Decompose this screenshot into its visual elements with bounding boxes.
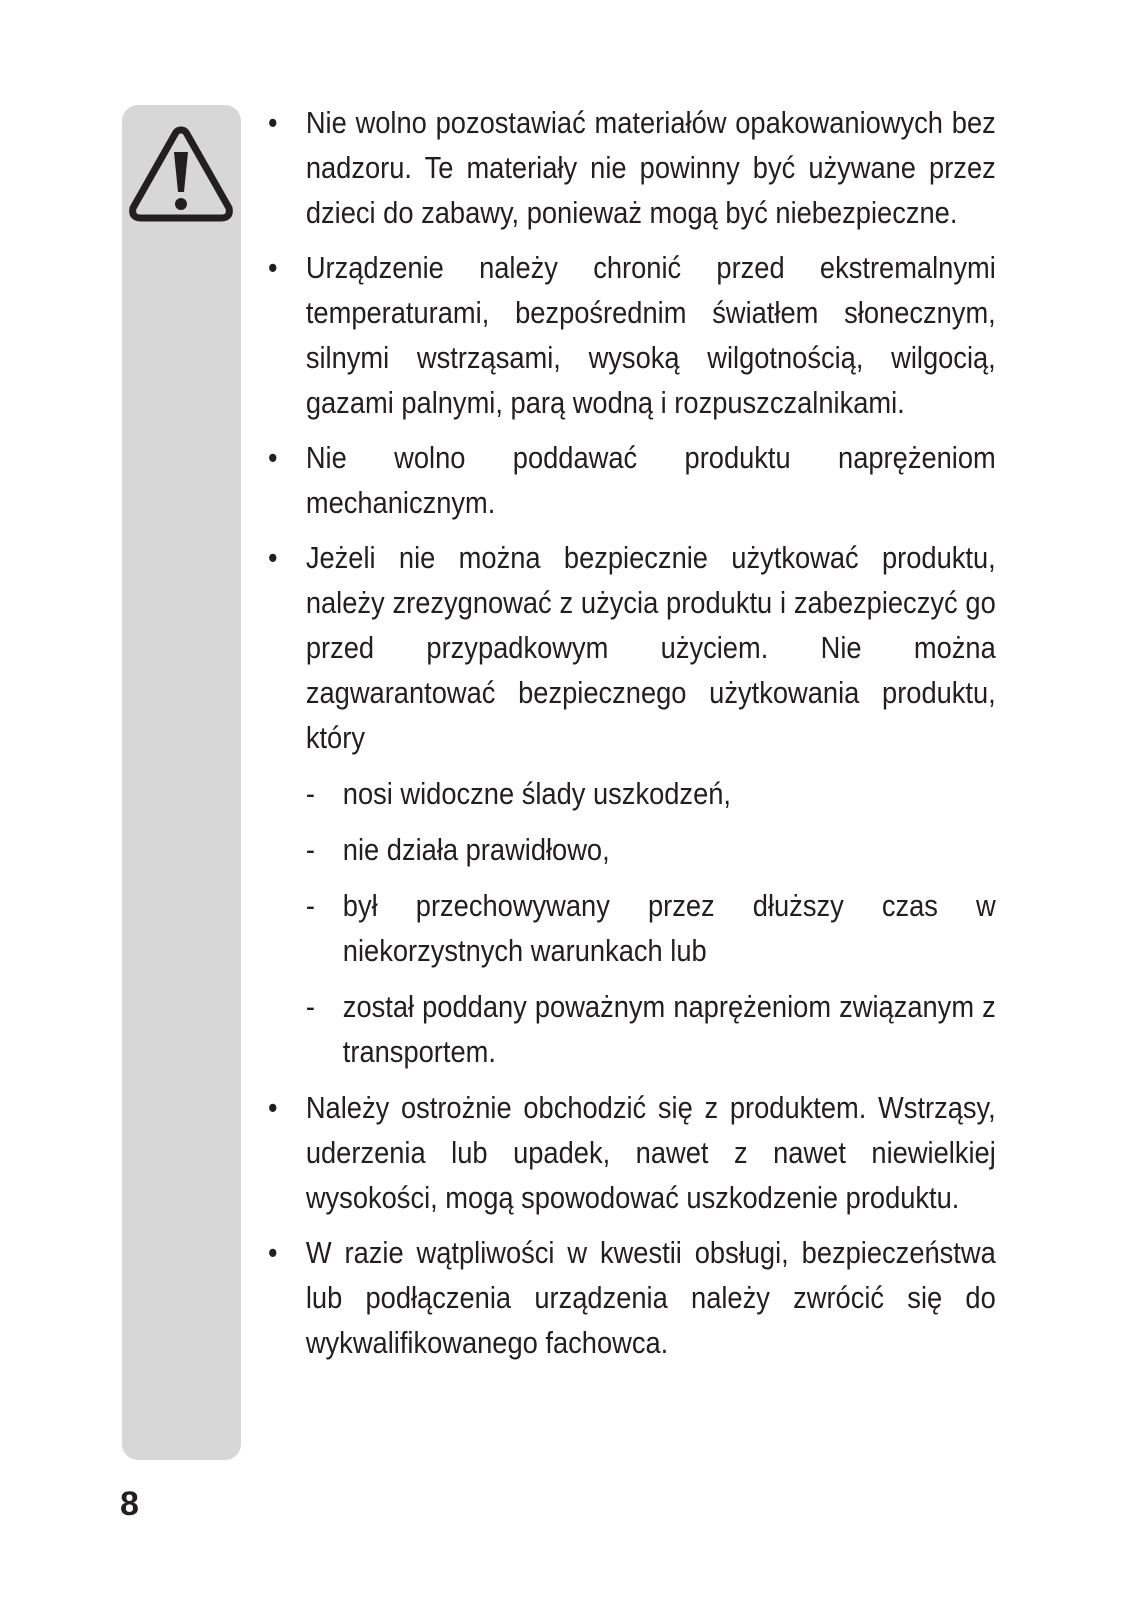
page-number: 8: [120, 1485, 139, 1523]
dash-mark: -: [305, 888, 315, 923]
dash-mark: -: [305, 776, 315, 811]
dash-mark: -: [305, 832, 315, 867]
bullet-text: Urządzenie należy chronić przed ekstremalnymi temperaturami, bezpośrednim światłem słonecznym, silnymi wstrząsami, wysoką wilgotnością, wilgocią, gazami palnymi, parą wodną i rozpuszczalnikami.: [305, 250, 996, 420]
sub-item-text: nosi widoczne ślady uszkodzeń,: [342, 776, 732, 811]
bullet-mark: •: [268, 1090, 278, 1125]
bullet-text: Jeżeli nie można bezpiecznie użytkować produktu, należy zrezygnować z użycia produktu i zabezpieczyć go przed przypadkowym użyciem. Nie można zagwarantować bezpiecznego użytkowania produktu, który: [305, 540, 996, 755]
sub-list-item: [268, 883, 996, 973]
bullet-text: Nie wolno poddawać produktu naprężeniom mechanicznym.: [305, 440, 996, 520]
bullet-mark: •: [268, 1235, 278, 1270]
dash-mark: -: [305, 989, 315, 1024]
bullet-item: [268, 435, 996, 525]
sub-item-text: został poddany poważnym naprężeniom związanym z transportem.: [342, 989, 996, 1069]
bullet-mark: •: [268, 540, 278, 575]
sub-list-item: [268, 771, 996, 816]
bullet-mark: •: [268, 105, 278, 140]
bullet-item: [268, 1230, 996, 1365]
bullet-mark: •: [268, 440, 278, 475]
sub-list-item: [268, 984, 996, 1074]
warning-triangle-icon: [125, 122, 237, 226]
bullet-text: W razie wątpliwości w kwestii obsługi, bezpieczeństwa lub podłączenia urządzenia należy zwrócić się do wykwalifikowanego fachowca.: [305, 1235, 996, 1360]
sub-list-item: [268, 827, 996, 872]
bullet-text: Należy ostrożnie obchodzić się z produktem. Wstrząsy, uderzenia lub upadek, nawet z nawet niewielkiej wysokości, mogą spowodować uszkodzenie produktu.: [305, 1090, 996, 1215]
sub-list: [268, 771, 996, 1074]
bullet-item: [268, 245, 996, 425]
sub-item-text: nie działa prawidłowo,: [342, 832, 610, 867]
bullet-text: Nie wolno pozostawiać materiałów opakowaniowych bez nadzoru. Te materiały nie powinny być używane przez dzieci do zabawy, ponieważ mogą być niebezpieczne.: [305, 105, 996, 230]
sub-item-text: był przechowywany przez dłuższy czas w niekorzystnych warunkach lub: [342, 888, 996, 968]
bullet-item: [268, 1085, 996, 1220]
bullet-mark: •: [268, 250, 278, 285]
bullet-item: [268, 100, 996, 235]
safety-instructions: [268, 100, 996, 1375]
bullet-item: [268, 535, 996, 760]
warning-sidebar: [122, 105, 241, 1460]
